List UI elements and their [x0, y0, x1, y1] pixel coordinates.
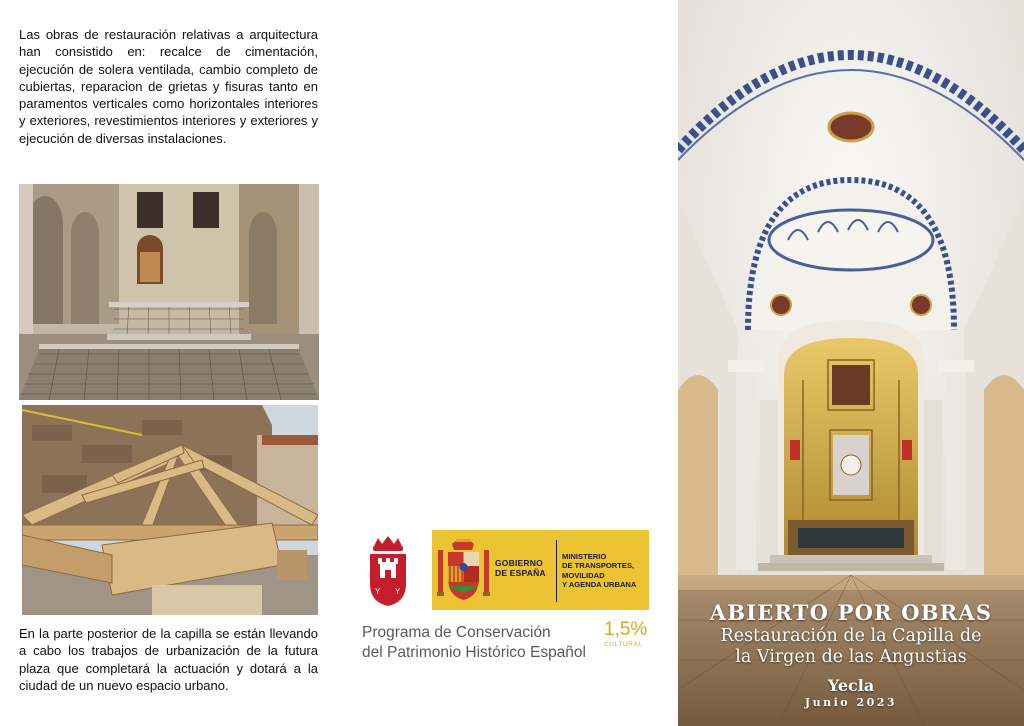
program-title	[362, 623, 612, 663]
intro-paragraph: Las obras de restauración relativas a arquitectura han consistido en: recalce de cimentación, ejecución de solera ventilada, cambio completo de cubiertas, reparacion de grietas y fisuras tanto en paramentos verticales como horizontales interiores y exteriores, revestimientos interiores y exteriores y ejecución de diversas instalaciones.	[19, 27, 318, 146]
percent-value: 1,5%	[604, 619, 648, 640]
svg-text:Y: Y	[395, 587, 401, 596]
roof-frame-photo	[22, 405, 318, 615]
cover-panel	[678, 0, 1024, 726]
ministry-line-2: DE TRANSPORTES,	[562, 561, 635, 571]
cover-subtitle	[678, 626, 1024, 668]
cover-town: Yecla	[827, 676, 875, 695]
cover-date: Junio 2023	[804, 696, 898, 709]
ministry-line-4: Y AGENDA URBANA	[562, 579, 637, 589]
program-line-2: del Patrimonio Histórico Español	[362, 644, 586, 661]
construction-floor-photo	[19, 184, 319, 400]
ministry-line-1: MINISTERIO	[562, 552, 607, 561]
sponsor-logos	[366, 530, 651, 610]
yecla-crest-icon	[366, 536, 410, 606]
program-line-1: Programa de Conservación	[362, 624, 551, 641]
spain-coat-of-arms-icon	[436, 536, 491, 604]
gov-line-2: DE ESPAÑA	[495, 568, 546, 578]
left-panel	[0, 0, 340, 726]
ministry-line-3: MOVILIDAD	[562, 570, 605, 580]
cover-title: ABIERTO POR OBRAS	[709, 600, 993, 625]
subtitle-line-2: la Virgen de las Angustias	[735, 647, 967, 667]
gobierno-text	[495, 558, 546, 578]
closing-paragraph: En la parte posterior de la capilla se están llevando a cabo los trabajos de urbanización de la futura plaza que completará la actuación y dotará a la ciudad de un nuevo espacio urbano.	[19, 626, 318, 693]
cultural-percent-logo	[604, 620, 647, 648]
svg-text:Y: Y	[375, 587, 381, 596]
percent-label: CULTURAL	[604, 641, 643, 648]
ministry-text	[562, 552, 636, 589]
subtitle-line-1: Restauración de la Capilla de	[720, 626, 982, 646]
gov-line-1: GOBIERNO	[495, 558, 543, 568]
logo-divider	[556, 540, 557, 602]
gobierno-espana-logo	[432, 530, 649, 610]
